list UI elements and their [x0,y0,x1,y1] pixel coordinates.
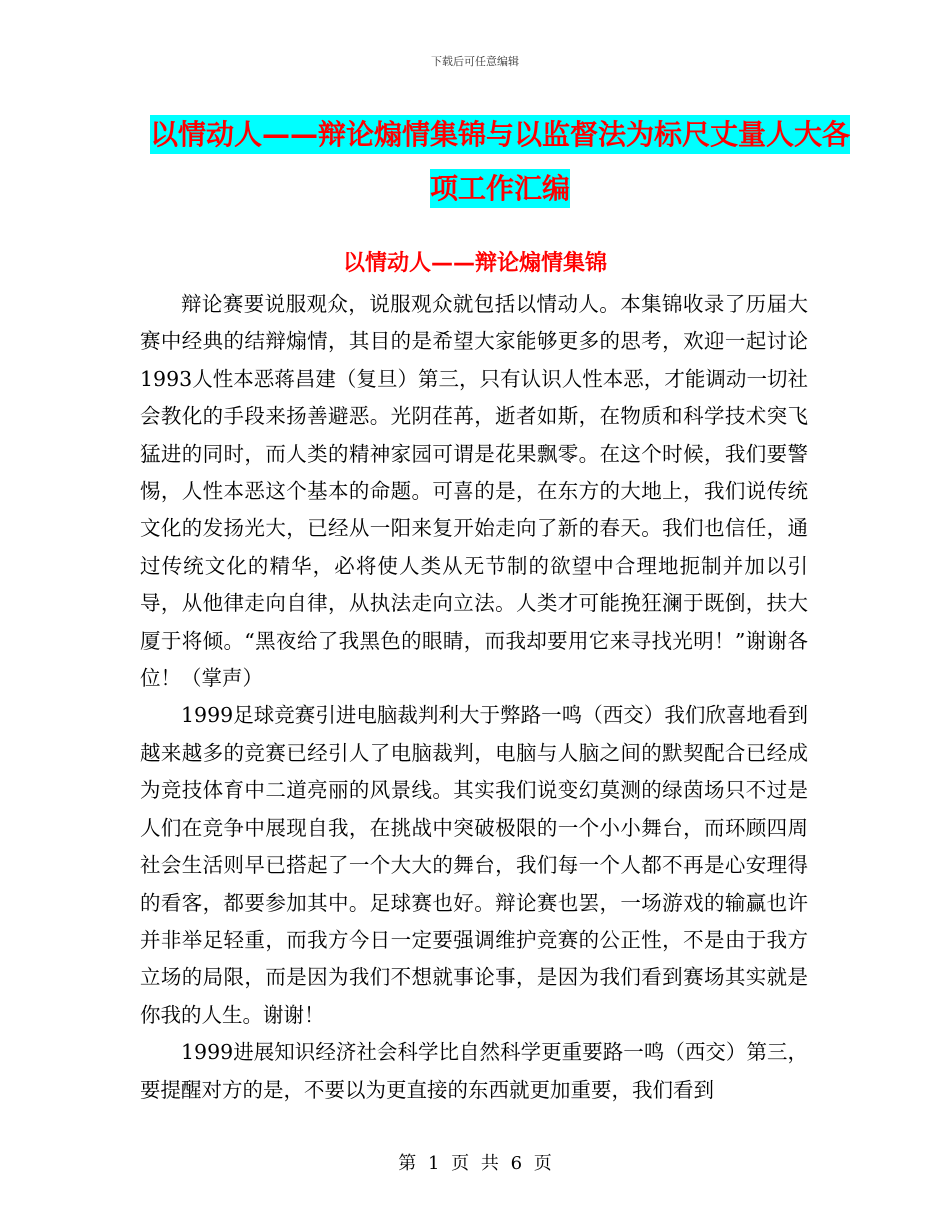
page-number-footer: 第 1 页 共 6 页 [398,1153,552,1174]
document-title [140,108,860,216]
header-note: 下载后可任意编辑 [431,55,519,68]
paragraph: 1999足球竞赛引进电脑裁判利大于弊路一鸣（西交）我们欣喜地看到越来越多的竞赛已经引人了电脑裁判，电脑与人脑之间的默契配合已经成为竞技体育中二道亮丽的风景线。其实我们说变幻莫测的绿茵场只不过是人们在竞争中展现自我，在挑战中突破极限的一个小小舞台，而环顾四周社会生活则早已搭起了一个大大的舞台，我们每一个人都不再是心安理得的看客，都要参加其中。足球赛也好。辩论赛也罢，一场游戏的输赢也许并非举足轻重，而我方今日一定要强调维护竞赛的公正性，不是由于我方立场的局限，而是因为我们不想就事论事，是因为我们看到赛场其实就是你我的人生。谢谢！ [140,703,808,1027]
paragraph: 1999进展知识经济社会科学比自然科学更重要路一鸣（西交）第三，要提醒对方的是，不要以为更直接的东西就更加重要，我们看到 [140,1040,808,1102]
document-title-text: 以情动人——辩论煽情集锦与以监督法为标尺丈量人大各项工作汇编 [150,115,850,208]
section-title: 以情动人——辩论煽情集锦 [342,251,607,276]
body-text [140,286,808,1109]
paragraph: 辩论赛要说服观众，说服观众就包括以情动人。本集锦收录了历届大赛中经典的结辩煽情，其目的是希望大家能够更多的思考，欢迎一起讨论 1993人性本恶蒋昌建（复旦）第三，只有认识人性本恶，才能调动一切社会教化的手段来扬善避恶。光阴荏苒，逝者如斯，在物质和科学技术突飞猛进的同时，而人类的精神家园可谓是花果飘零。在这个时候，我们要警惕，人性本恶这个基本的命题。可喜的是，在东方的大地上，我们说传统文化的发扬光大，已经从一阳来复开始走向了新的春天。我们也信任，通过传统文化的精华，必将使人类从无节制的欲望中合理地扼制并加以引导，从他律走向自律，从执法走向立法。人类才可能挽狂澜于既倒，扶大厦于将倾。“黑夜给了我黑色的眼睛，而我却要用它来寻找光明！”谢谢各位！（掌声） [140,292,808,691]
